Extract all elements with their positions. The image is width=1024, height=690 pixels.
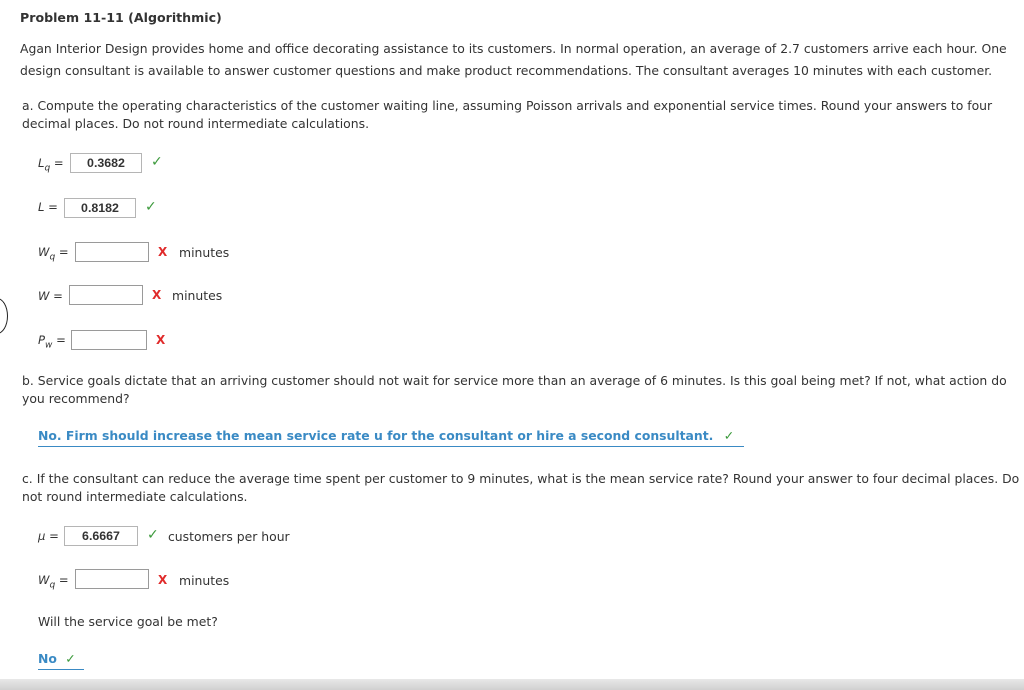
part-b-answer-dropdown[interactable] [38,428,744,447]
bottom-bar [0,679,1024,690]
w-label: W = [38,289,63,303]
l-check-icon: ✓ [145,199,157,215]
pw-input[interactable] [71,330,147,350]
mu-unit: customers per hour [168,529,290,544]
wq-label: $W_q$ = [38,245,69,263]
mu-label: μ = [38,529,59,543]
mu-input[interactable] [64,526,138,546]
page-edge-arc [0,298,8,334]
pw-cross-icon: X [156,333,166,347]
lq-input[interactable] [70,153,142,173]
w-unit: minutes [172,288,223,303]
c-wq-label: $W_q$ = [38,573,69,591]
part-b-question: b. Service goals dictate that an arriving customer should not wait for service more than an average of 6 minutes. Is this goal being met? If not, what action do you recommend? [22,373,1007,406]
part-a-question: a. Compute the operating characteristics of the customer waiting line, assuming Poisson arrivals and exponential service times. Round your answers to four decimal places. Do not round intermediate calculations. [22,98,993,131]
goal-check-icon: ✓ [65,651,76,666]
part-b-check-icon: ✓ [723,428,735,443]
wq-unit: minutes [179,245,230,260]
wq-cross-icon: X [158,245,168,259]
part-c-question: c. If the consultant can reduce the average time spent per customer to 9 minutes, what is the mean service rate? Round your answer to four decimal places. Do not round intermediate calculations. [22,471,1020,504]
c-wq-cross-icon: X [158,573,168,587]
c-wq-input[interactable] [75,569,149,589]
c-wq-unit: minutes [179,573,230,588]
w-input[interactable] [69,285,143,305]
problem-intro: Agan Interior Design provides home and office decorating assistance to its customers. In normal operation, an average of 2.7 customers arrive each hour. One design consultant is available to answer customer questions and make product recommendations. The consultant averages 10 minutes with each customer. [20,41,1007,78]
goal-answer-dropdown[interactable] [38,651,84,670]
lq-check-icon: ✓ [151,154,163,170]
lq-label: $L_q$ = [38,156,64,174]
problem-title: Problem 11-11 (Algorithmic) [20,10,222,25]
pw-label: $P_w$ = [38,333,66,351]
part-b-answer-text: No. Firm should increase the mean service rate u for the consultant or hire a second consultant. [38,428,714,443]
goal-answer-text: No [38,651,57,666]
l-input[interactable] [64,198,136,218]
wq-input[interactable] [75,242,149,262]
goal-question: Will the service goal be met? [38,614,218,629]
w-cross-icon: X [152,288,162,302]
l-label: L = [38,200,58,214]
mu-check-icon: ✓ [147,527,159,543]
